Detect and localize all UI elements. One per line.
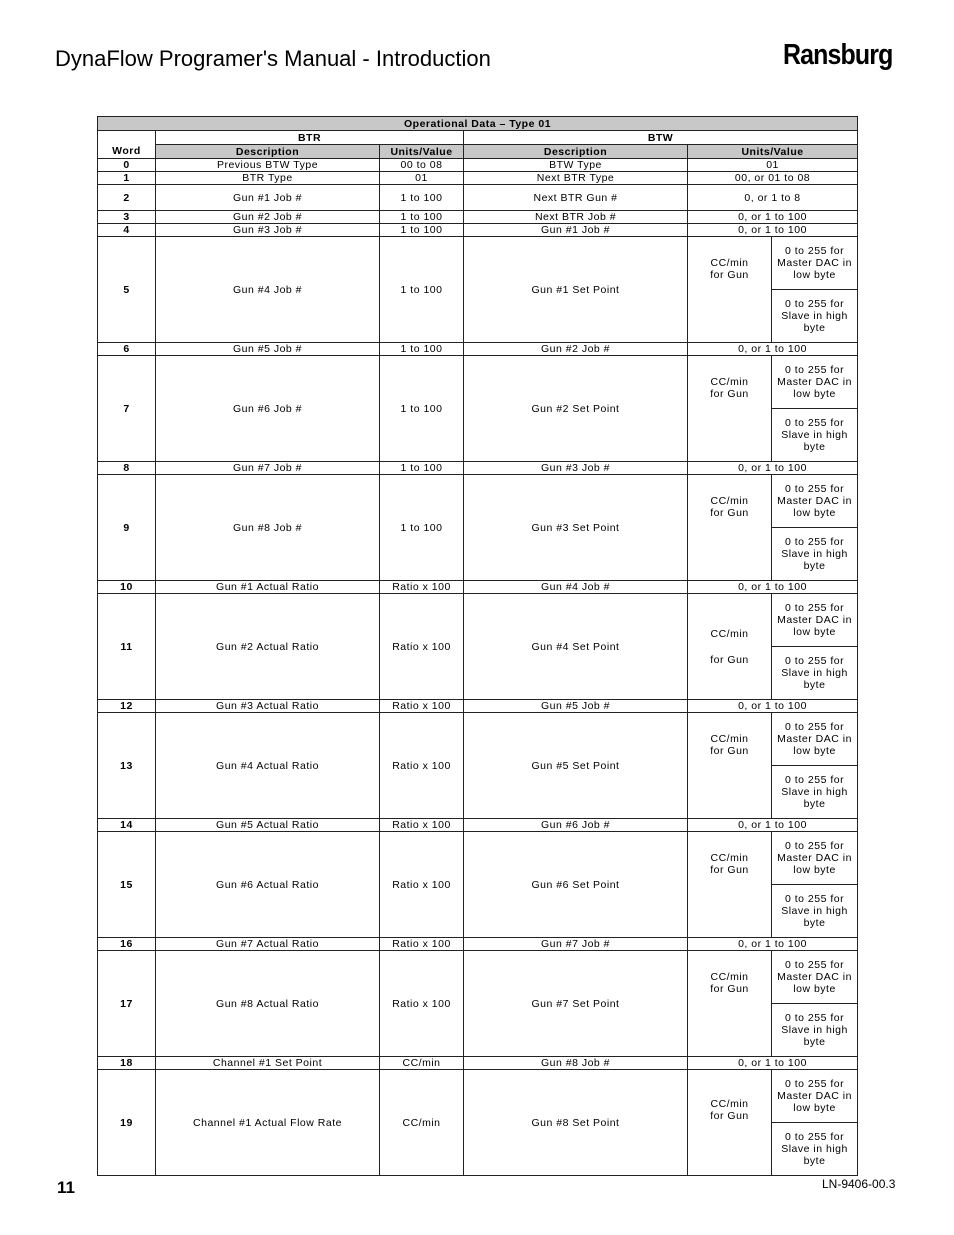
header-blank [98,131,156,145]
btw-units-cell: 0, or 1 to 100 [688,343,858,356]
ccmin-label: CC/min [710,1098,749,1110]
btw-ccmin-cell [688,356,772,462]
btr-units-cell: 1 to 100 [380,237,464,343]
word-cell: 4 [98,224,156,237]
btr-units-cell: Ratio x 100 [380,832,464,938]
btr-units-cell: 1 to 100 [380,211,464,224]
btw-description-cell: Gun #2 Set Point [464,356,688,462]
btr-description-cell: Gun #6 Actual Ratio [156,832,380,938]
word-cell: 3 [98,211,156,224]
btr-description-cell: Gun #1 Job # [156,185,380,211]
btr-description-header: Description [156,145,380,159]
operational-data-table [97,116,858,1176]
btr-units-cell: Ratio x 100 [380,951,464,1057]
btr-description-cell: Gun #2 Job # [156,211,380,224]
btr-group-header: BTR [156,131,464,145]
table-row [98,819,858,832]
btr-description-cell: Gun #3 Job # [156,224,380,237]
word-cell: 5 [98,237,156,343]
btw-units-cell: 0, or 1 to 100 [688,224,858,237]
btr-units-cell: Ratio x 100 [380,700,464,713]
btr-units-cell: 1 to 100 [380,356,464,462]
word-cell: 12 [98,700,156,713]
btw-units-cell: 0, or 1 to 100 [688,211,858,224]
btw-description-cell: Gun #5 Set Point [464,713,688,819]
for-gun-label: for Gun [710,268,749,281]
word-cell: 2 [98,185,156,211]
table-row [98,832,858,885]
btr-units-cell: 1 to 100 [380,343,464,356]
word-cell: 19 [98,1070,156,1176]
master-dac-cell: 0 to 255 for Master DAC in low byte [772,475,858,528]
for-gun-label: for Gun [710,863,749,876]
btr-units-cell: CC/min [380,1070,464,1176]
slave-cell: 0 to 255 for Slave in high byte [772,647,858,700]
btr-description-cell: Gun #5 Job # [156,343,380,356]
btw-description-cell: Gun #4 Set Point [464,594,688,700]
btr-units-cell: 1 to 100 [380,462,464,475]
btw-description-cell: Next BTR Gun # [464,185,688,211]
btr-description-cell: Gun #4 Job # [156,237,380,343]
btw-description-cell: Gun #6 Job # [464,819,688,832]
table-row [98,594,858,647]
brand-logo: Ransburg [783,39,893,71]
word-cell: 13 [98,713,156,819]
master-dac-cell: 0 to 255 for Master DAC in low byte [772,1070,858,1123]
document-id: LN-9406-00.3 [822,1177,896,1191]
btr-units-cell: 01 [380,172,464,185]
btr-description-cell: Gun #8 Actual Ratio [156,951,380,1057]
btr-description-cell: BTR Type [156,172,380,185]
btr-description-cell: Gun #6 Job # [156,356,380,462]
word-cell: 7 [98,356,156,462]
slave-cell: 0 to 255 for Slave in high byte [772,409,858,462]
slave-cell: 0 to 255 for Slave in high byte [772,766,858,819]
btw-units-cell: 0, or 1 to 100 [688,462,858,475]
word-cell: 15 [98,832,156,938]
ccmin-label: CC/min [710,375,749,388]
btw-ccmin-cell [688,832,772,938]
btw-description-cell: Gun #6 Set Point [464,832,688,938]
table-row [98,581,858,594]
btr-units-cell: CC/min [380,1057,464,1070]
btr-description-cell: Gun #7 Job # [156,462,380,475]
btw-description-cell: Next BTR Type [464,172,688,185]
btr-description-cell: Gun #8 Job # [156,475,380,581]
word-cell: 8 [98,462,156,475]
btr-description-cell: Gun #4 Actual Ratio [156,713,380,819]
ccmin-label: CC/min [710,627,749,640]
word-cell: 0 [98,159,156,172]
btr-description-cell: Gun #3 Actual Ratio [156,700,380,713]
btw-description-cell: BTW Type [464,159,688,172]
ccmin-label: CC/min [710,494,749,507]
master-dac-cell: 0 to 255 for Master DAC in low byte [772,356,858,409]
table-row [98,700,858,713]
page-title: DynaFlow Programer's Manual - Introduction [55,46,491,71]
word-cell: 10 [98,581,156,594]
btw-units-cell: 0, or 1 to 100 [688,700,858,713]
for-gun-label: for Gun [710,982,749,995]
slave-cell: 0 to 255 for Slave in high byte [772,528,858,581]
btw-description-cell: Gun #7 Job # [464,938,688,951]
btr-description-cell: Channel #1 Set Point [156,1057,380,1070]
btw-description-cell: Gun #8 Set Point [464,1070,688,1176]
table-row [98,951,858,1004]
word-cell: 1 [98,172,156,185]
master-dac-cell: 0 to 255 for Master DAC in low byte [772,594,858,647]
btw-units-cell: 0, or 1 to 100 [688,938,858,951]
btw-description-cell: Next BTR Job # [464,211,688,224]
word-cell: 11 [98,594,156,700]
table-row [98,343,858,356]
page-number: 11 [57,1178,75,1197]
word-cell: 17 [98,951,156,1057]
btr-description-cell: Channel #1 Actual Flow Rate [156,1070,380,1176]
btw-description-cell: Gun #4 Job # [464,581,688,594]
btw-description-cell: Gun #2 Job # [464,343,688,356]
btw-units-cell: 0, or 1 to 100 [688,819,858,832]
btw-ccmin-cell [688,594,772,700]
btr-units-cell: 1 to 100 [380,185,464,211]
for-gun-label: for Gun [710,387,749,400]
master-dac-cell: 0 to 255 for Master DAC in low byte [772,951,858,1004]
word-cell: 14 [98,819,156,832]
btw-ccmin-cell [688,237,772,343]
table-row [98,1070,858,1123]
btr-units-cell: 1 to 100 [380,224,464,237]
btr-description-cell: Gun #7 Actual Ratio [156,938,380,951]
btr-units-cell: 1 to 100 [380,475,464,581]
btw-ccmin-cell [688,951,772,1057]
btr-units-cell: Ratio x 100 [380,594,464,700]
master-dac-cell: 0 to 255 for Master DAC in low byte [772,237,858,290]
btw-units-cell: 0, or 1 to 100 [688,581,858,594]
btw-ccmin-cell [688,1070,772,1176]
btw-description-cell: Gun #8 Job # [464,1057,688,1070]
slave-cell: 0 to 255 for Slave in high byte [772,290,858,343]
btw-units-header: Units/Value [688,145,858,159]
btw-description-cell: Gun #7 Set Point [464,951,688,1057]
btw-ccmin-cell [688,713,772,819]
table-row [98,462,858,475]
table-row [98,713,858,766]
slave-cell: 0 to 255 for Slave in high byte [772,1004,858,1057]
btw-group-header: BTW [464,131,858,145]
word-column-header: Word [98,145,156,159]
for-gun-label: for Gun [710,653,749,666]
btr-units-cell: Ratio x 100 [380,713,464,819]
btr-units-cell: Ratio x 100 [380,938,464,951]
master-dac-cell: 0 to 255 for Master DAC in low byte [772,713,858,766]
btr-units-header: Units/Value [380,145,464,159]
for-gun-label: for Gun [710,506,749,519]
btw-description-cell: Gun #3 Job # [464,462,688,475]
btw-units-cell: 0, or 1 to 100 [688,1057,858,1070]
ccmin-label: CC/min [710,256,749,269]
table-row [98,938,858,951]
btw-description-cell: Gun #3 Set Point [464,475,688,581]
word-cell: 9 [98,475,156,581]
btr-description-cell: Gun #1 Actual Ratio [156,581,380,594]
ccmin-label: CC/min [710,970,749,983]
btr-units-cell: Ratio x 100 [380,581,464,594]
btr-units-cell: 00 to 08 [380,159,464,172]
for-gun-label: for Gun [710,1110,749,1122]
slave-cell: 0 to 255 for Slave in high byte [772,1123,858,1176]
slave-cell: 0 to 255 for Slave in high byte [772,885,858,938]
btw-description-cell: Gun #1 Set Point [464,237,688,343]
table-caption: Operational Data – Type 01 [98,117,858,131]
table-row [98,172,858,185]
btw-ccmin-cell [688,475,772,581]
btr-description-cell: Gun #5 Actual Ratio [156,819,380,832]
ccmin-label: CC/min [710,732,749,745]
word-cell: 6 [98,343,156,356]
table-row [98,185,858,211]
ccmin-label: CC/min [710,851,749,864]
master-dac-cell: 0 to 255 for Master DAC in low byte [772,832,858,885]
table-row [98,356,858,409]
for-gun-label: for Gun [710,744,749,757]
table-row [98,1057,858,1070]
btw-units-cell: 0, or 1 to 8 [688,185,858,211]
table-row [98,159,858,172]
btr-units-cell: Ratio x 100 [380,819,464,832]
table-row [98,237,858,290]
table-row [98,211,858,224]
table-row [98,224,858,237]
btw-description-header: Description [464,145,688,159]
btw-description-cell: Gun #1 Job # [464,224,688,237]
btw-description-cell: Gun #5 Job # [464,700,688,713]
btw-units-cell: 00, or 01 to 08 [688,172,858,185]
word-cell: 18 [98,1057,156,1070]
table-row [98,475,858,528]
word-cell: 16 [98,938,156,951]
btr-description-cell: Previous BTW Type [156,159,380,172]
btw-units-cell: 01 [688,159,858,172]
btr-description-cell: Gun #2 Actual Ratio [156,594,380,700]
